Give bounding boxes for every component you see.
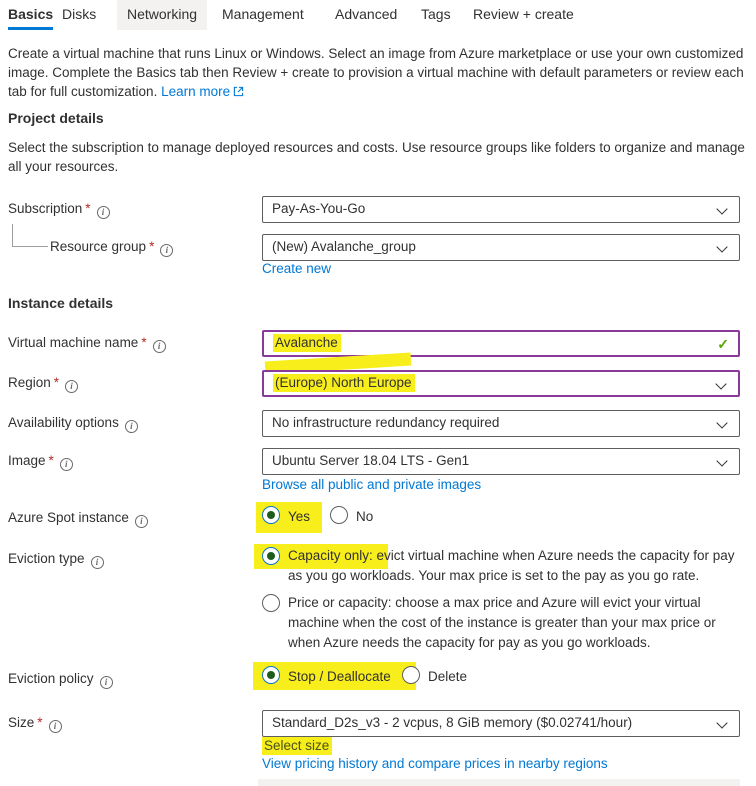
subscription-label	[8, 201, 110, 219]
azure-spot-label	[8, 510, 148, 528]
tab-review-create-label: Review + create	[473, 6, 574, 22]
eviction-capacity-radio[interactable]	[262, 547, 280, 565]
resource-group-dropdown[interactable]	[262, 234, 740, 261]
tab-networking-label: Networking	[127, 6, 198, 22]
subscription-label-text: Subscription	[8, 201, 83, 216]
eviction-price-option[interactable]	[288, 593, 740, 653]
resource-group-value: (New) Avalanche_group	[272, 239, 416, 254]
chevron-down-icon	[716, 241, 727, 252]
eviction-policy-label	[8, 671, 113, 689]
image-value: Ubuntu Server 18.04 LTS - Gen1	[272, 453, 470, 468]
vm-name-label-text: Virtual machine name	[8, 335, 139, 350]
chevron-down-icon	[716, 455, 727, 466]
learn-more-label: Learn more	[161, 84, 231, 99]
tab-disks-label: Disks	[62, 6, 97, 22]
tab-basics-label: Basics	[8, 6, 54, 22]
policy-delete-label[interactable]: Delete	[428, 669, 468, 684]
tab-advanced[interactable]	[335, 0, 397, 30]
chevron-down-icon	[716, 417, 727, 428]
select-size-link[interactable]	[262, 738, 332, 753]
required-marker: *	[53, 375, 60, 390]
resource-group-label	[50, 239, 173, 257]
vm-name-label	[8, 335, 166, 353]
subscription-value: Pay-As-You-Go	[272, 201, 366, 216]
image-label-text: Image	[8, 453, 46, 468]
intro-body: Create a virtual machine that runs Linux or Windows. Select an image from Azure marketplace or use your own customized image. Complete the Basics tab then Review + create to provision a virtual machine with default parameters or review each tab for full customization.	[8, 46, 744, 99]
info-icon[interactable]: i	[135, 515, 148, 528]
info-icon[interactable]: i	[60, 458, 73, 471]
azure-spot-label-text: Azure Spot instance	[8, 510, 129, 525]
required-marker: *	[149, 239, 155, 254]
policy-delete-radio[interactable]	[402, 666, 420, 684]
learn-more-link[interactable]	[161, 84, 244, 99]
browse-images-link[interactable]: Browse all public and private images	[262, 477, 482, 492]
eviction-price-description: choose a max price and Azure will evict your virtual machine when the cost of the instance is greater than your max price or when Azure needs the capacity for pay as you go workloads.	[288, 595, 716, 650]
policy-stop-deallocate-label[interactable]: Stop / Deallocate	[288, 669, 391, 684]
availability-options-label-text: Availability options	[8, 415, 119, 430]
policy-stop-deallocate-radio[interactable]	[262, 666, 280, 684]
size-dropdown[interactable]	[262, 710, 740, 737]
image-label	[8, 453, 73, 471]
tree-connector-horizontal	[12, 246, 48, 247]
info-icon[interactable]: i	[65, 380, 78, 393]
region-label-text: Region	[8, 375, 51, 390]
vm-name-value: Avalanche	[273, 334, 341, 352]
valid-check-icon: ✓	[717, 336, 729, 352]
chevron-down-icon	[716, 717, 727, 728]
info-icon[interactable]: i	[125, 420, 138, 433]
availability-options-label	[8, 415, 138, 433]
instance-details-heading: Instance details	[8, 295, 114, 311]
region-value: (Europe) North Europe	[273, 374, 415, 392]
chevron-down-icon	[716, 203, 727, 214]
spot-yes-radio[interactable]	[262, 506, 280, 524]
next-field-partial	[258, 779, 740, 786]
spot-no-label[interactable]: No	[356, 509, 374, 524]
size-label	[8, 715, 62, 733]
info-icon[interactable]: i	[100, 676, 113, 689]
vm-name-input[interactable]	[262, 330, 740, 357]
required-marker: *	[85, 201, 91, 216]
subscription-dropdown[interactable]	[262, 196, 740, 223]
eviction-type-label-text: Eviction type	[8, 551, 85, 566]
tab-tags-label: Tags	[421, 6, 451, 22]
tab-tags[interactable]	[421, 0, 451, 30]
select-size-label: Select size	[262, 737, 332, 755]
required-marker: *	[141, 335, 147, 350]
required-marker: *	[37, 715, 43, 730]
size-label-text: Size	[8, 715, 35, 730]
tab-management[interactable]	[222, 0, 304, 30]
availability-options-value: No infrastructure redundancy required	[272, 415, 500, 430]
eviction-policy-label-text: Eviction policy	[8, 671, 94, 686]
eviction-capacity-description: evict virtual machine when Azure needs the capacity for pay as you go workloads. Your max price is set to the pay as you go rate.	[288, 548, 735, 583]
region-label	[8, 375, 78, 393]
eviction-capacity-title: Capacity only:	[288, 548, 373, 563]
resource-group-label-text: Resource group	[50, 239, 147, 254]
pricing-history-link[interactable]: View pricing history and compare prices in nearby regions	[262, 756, 608, 771]
info-icon[interactable]: i	[153, 340, 166, 353]
required-marker: *	[48, 453, 54, 468]
tab-management-label: Management	[222, 6, 304, 22]
external-link-icon	[233, 83, 244, 102]
project-details-description: Select the subscription to manage deployed resources and costs. Use resource groups like folders to organize and manage all your resources.	[8, 140, 745, 174]
spot-no-radio[interactable]	[330, 506, 348, 524]
chevron-down-icon	[715, 378, 726, 389]
tab-networking[interactable]	[117, 0, 207, 30]
tab-review-create[interactable]	[473, 0, 574, 30]
info-icon[interactable]: i	[91, 556, 104, 569]
size-value: Standard_D2s_v3 - 2 vcpus, 8 GiB memory ($0.02741/hour)	[272, 715, 633, 730]
create-new-link[interactable]: Create new	[262, 261, 332, 276]
info-icon[interactable]: i	[160, 244, 173, 257]
availability-options-dropdown[interactable]	[262, 410, 740, 437]
eviction-price-title: Price or capacity:	[288, 595, 392, 610]
project-details-heading: Project details	[8, 110, 104, 126]
eviction-type-label	[8, 551, 104, 569]
region-dropdown[interactable]	[262, 370, 740, 397]
eviction-price-radio[interactable]	[262, 594, 280, 612]
spot-yes-label[interactable]: Yes	[288, 509, 311, 524]
eviction-capacity-option[interactable]	[288, 546, 740, 586]
intro-text	[8, 44, 752, 102]
tree-connector-vertical	[12, 224, 13, 247]
image-dropdown[interactable]	[262, 448, 740, 475]
tab-advanced-label: Advanced	[335, 6, 398, 22]
tab-basics[interactable]	[8, 0, 53, 30]
info-icon[interactable]: i	[49, 720, 62, 733]
info-icon[interactable]: i	[97, 206, 110, 219]
tab-disks[interactable]	[62, 0, 96, 30]
